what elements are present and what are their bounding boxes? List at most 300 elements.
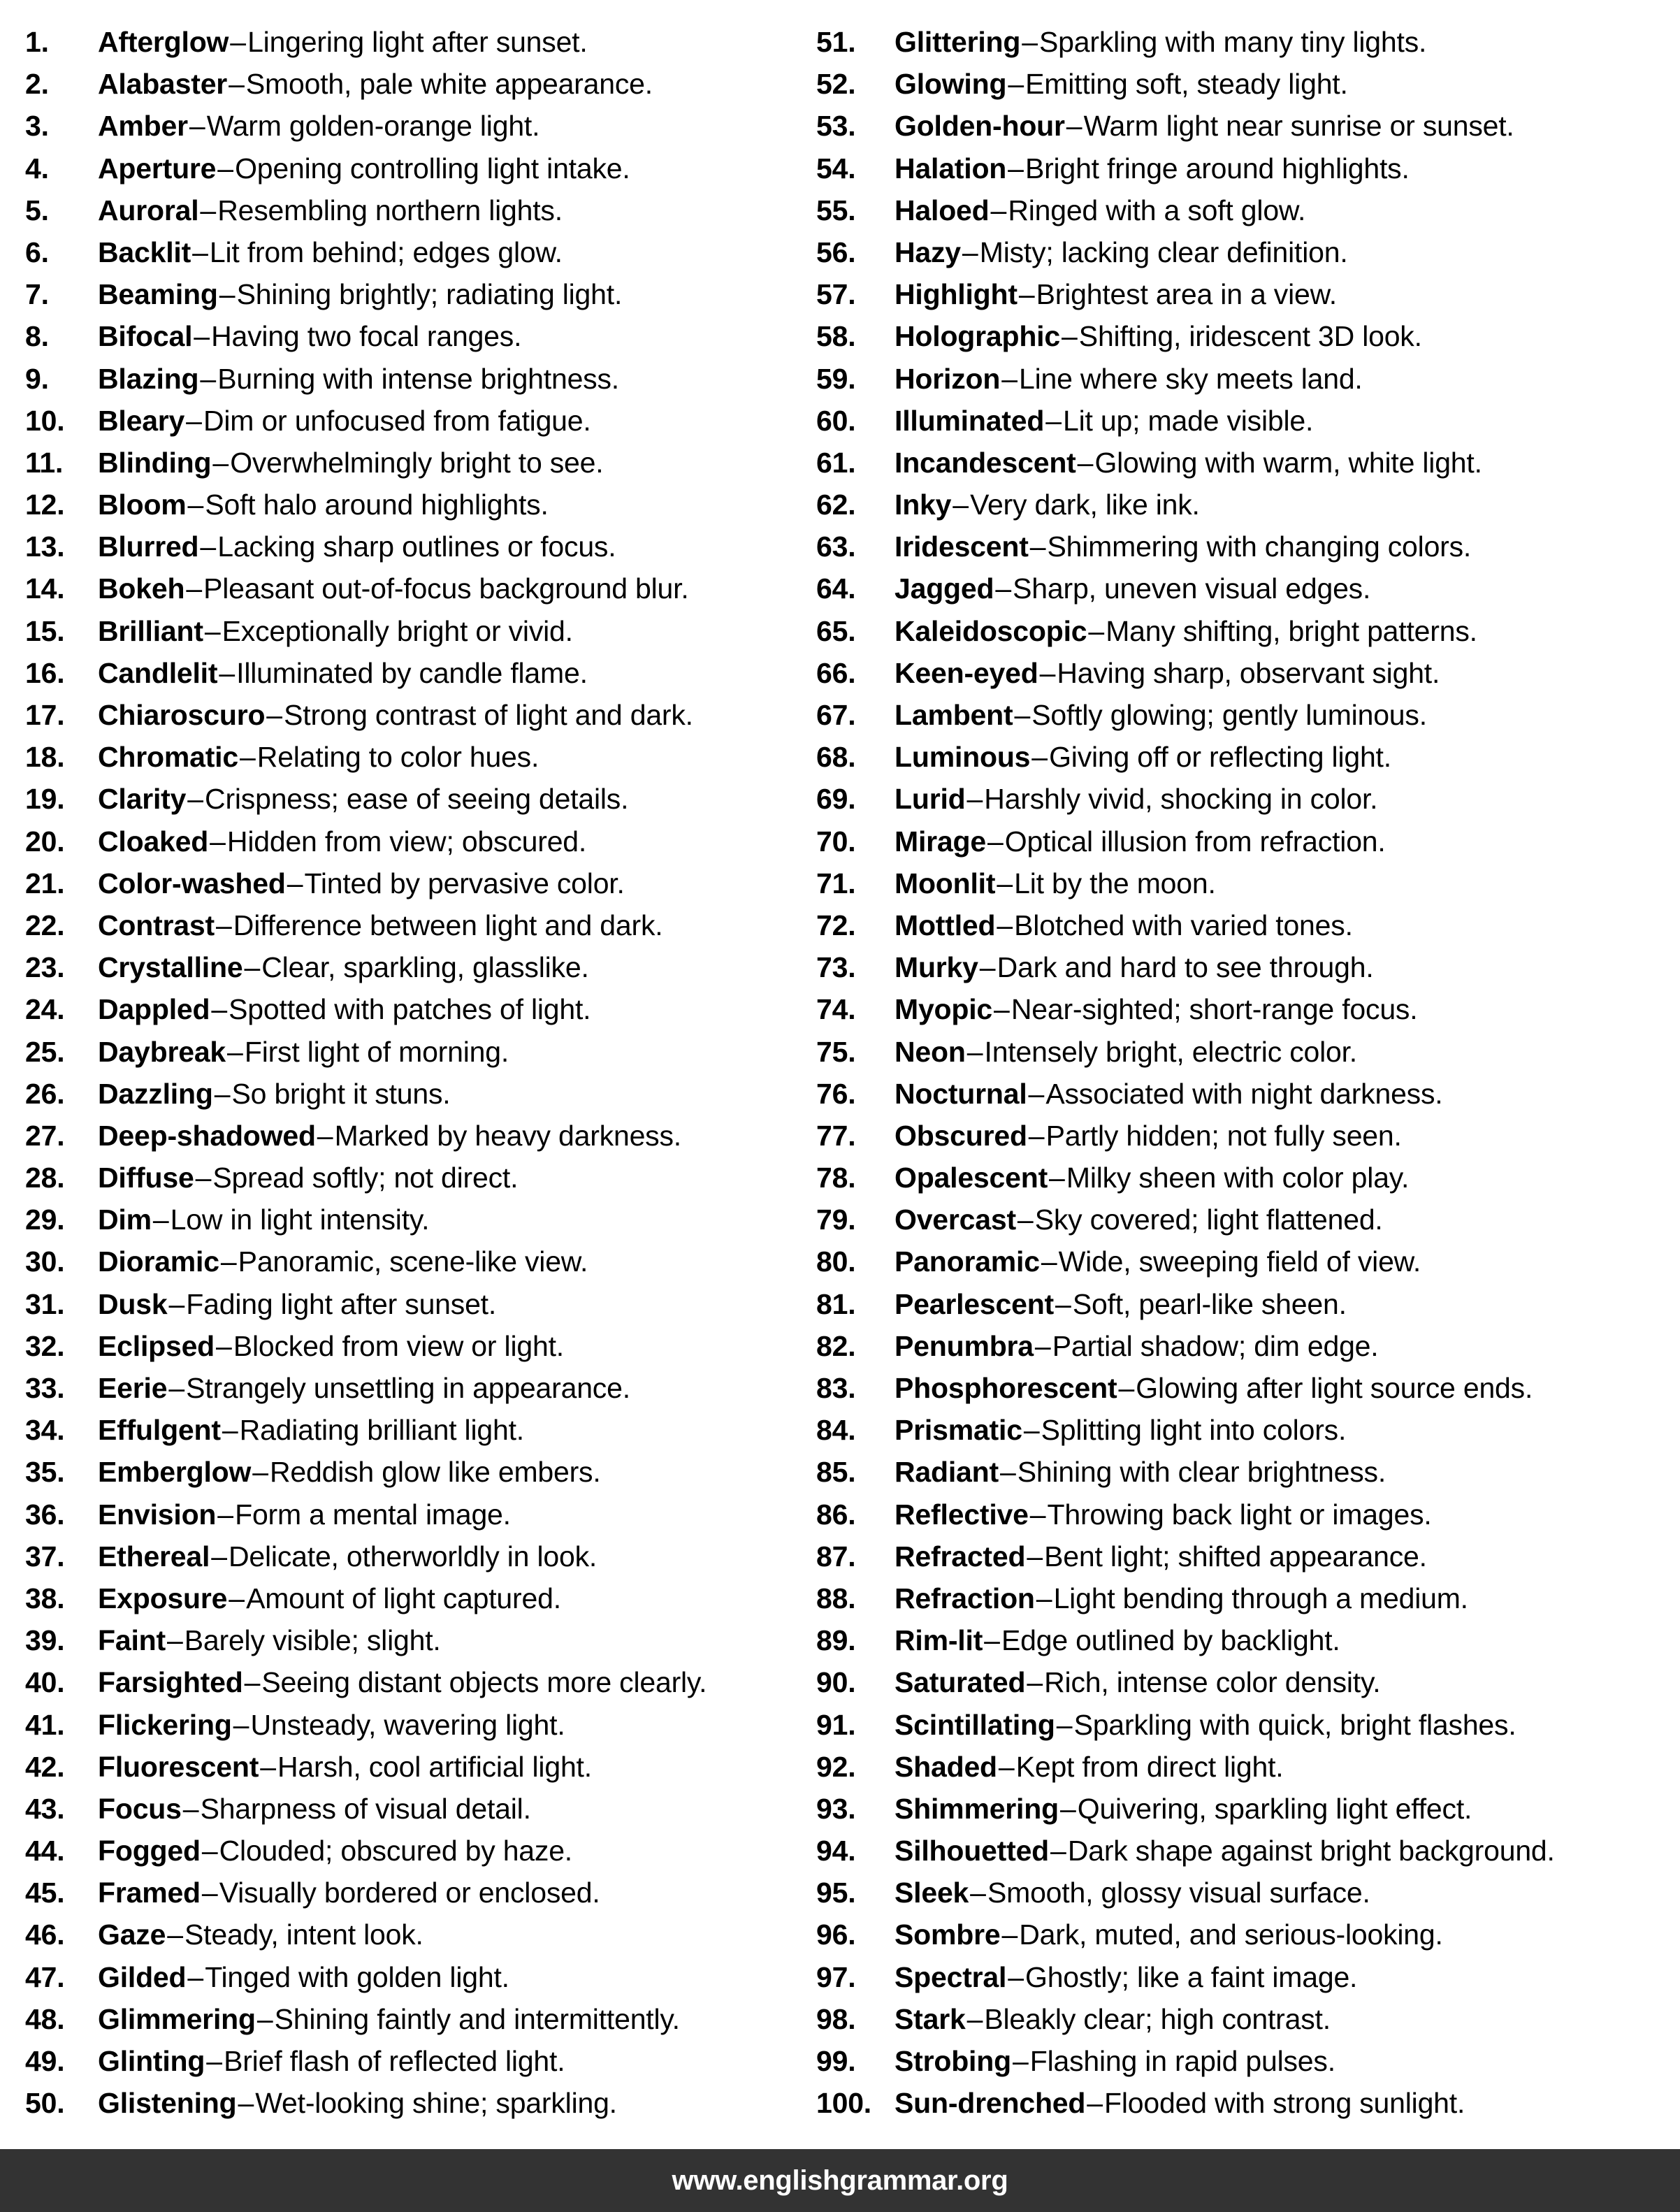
entry-definition: Brightest area in a view. xyxy=(1036,278,1337,311)
entry-definition: Line where sky meets land. xyxy=(1019,362,1363,395)
vocabulary-entry xyxy=(816,231,1680,273)
entry-definition: Resembling northern lights. xyxy=(217,194,563,226)
entry-term: Amber xyxy=(98,110,188,143)
entry-number: 70. xyxy=(816,825,856,858)
entry-dash: – xyxy=(962,236,978,268)
entry-number: 49. xyxy=(25,2045,65,2077)
entry-definition: Clouded; obscured by haze. xyxy=(219,1835,572,1867)
entry-definition: Crispness; ease of seeing details. xyxy=(205,783,629,816)
entry-term: Penumbra xyxy=(895,1329,1034,1362)
entry-dash: – xyxy=(1056,1708,1073,1741)
entry-term: Blinding xyxy=(98,446,212,479)
entry-term: Blurred xyxy=(98,530,199,563)
entry-number: 44. xyxy=(25,1835,65,1867)
vocabulary-entry xyxy=(25,1367,797,1409)
entry-term: Aperture xyxy=(98,152,217,185)
entry-dash: – xyxy=(244,951,261,984)
entry-dash: – xyxy=(984,1624,1000,1657)
vocabulary-entry xyxy=(25,273,797,315)
entry-term: Kaleidoscopic xyxy=(895,614,1087,647)
entry-term: Pearlescent xyxy=(895,1287,1055,1320)
entry-dash: – xyxy=(1008,1960,1024,1993)
vocabulary-entry xyxy=(25,1830,797,1872)
entry-term: Shimmering xyxy=(895,1792,1059,1825)
entry-term: Neon xyxy=(895,1035,966,1068)
entry-dash: – xyxy=(256,2002,273,2035)
vocabulary-entry xyxy=(25,778,797,820)
entry-term: Silhouetted xyxy=(895,1835,1050,1867)
entry-dash: – xyxy=(227,1035,243,1068)
vocabulary-entry xyxy=(25,1577,797,1619)
entry-dash: – xyxy=(1008,68,1024,101)
entry-number: 81. xyxy=(816,1287,856,1320)
entry-term: Bloom xyxy=(98,489,187,521)
vocabulary-entry xyxy=(816,1619,1680,1661)
entry-term: Mirage xyxy=(895,825,986,858)
entry-number: 11. xyxy=(25,446,64,479)
entry-definition: Rich, intense color density. xyxy=(1044,1666,1381,1699)
entry-definition: Clear, sparkling, glasslike. xyxy=(261,951,589,984)
entry-dash: – xyxy=(200,194,217,226)
entry-definition: Sparkling with many tiny lights. xyxy=(1039,26,1427,58)
entry-number: 89. xyxy=(816,1624,856,1657)
vocabulary-entry xyxy=(25,1872,797,1914)
entry-number: 45. xyxy=(25,1877,65,1909)
entry-definition: Barely visible; slight. xyxy=(184,1624,441,1657)
entry-number: 25. xyxy=(25,1035,65,1068)
entry-number: 27. xyxy=(25,1119,65,1152)
entry-dash: – xyxy=(317,1119,333,1152)
entry-dash: – xyxy=(230,26,247,58)
entry-definition: Softly glowing; gently luminous. xyxy=(1031,699,1427,731)
entry-definition: Smooth, glossy visual surface. xyxy=(987,1877,1370,1909)
entry-dash: – xyxy=(211,993,228,1026)
entry-term: Prismatic xyxy=(895,1414,1022,1447)
entry-dash: – xyxy=(966,2002,983,2035)
entry-term: Faint xyxy=(98,1624,166,1657)
entry-dash: – xyxy=(1022,26,1038,58)
entry-dash: – xyxy=(201,1835,218,1867)
entry-definition: Lit by the moon. xyxy=(1014,867,1216,899)
entry-term: Eclipsed xyxy=(98,1329,215,1362)
vocabulary-entry xyxy=(816,315,1680,357)
vocabulary-entry xyxy=(816,1073,1680,1115)
entry-number: 13. xyxy=(25,530,65,563)
vocabulary-entry xyxy=(25,1031,797,1073)
entry-definition: Quivering, sparkling light effect. xyxy=(1077,1792,1472,1825)
entry-dash: – xyxy=(994,993,1010,1026)
entry-dash: – xyxy=(999,1456,1016,1489)
entry-dash: – xyxy=(1028,1077,1045,1110)
vocabulary-entry xyxy=(25,1746,797,1788)
entry-definition: Strong contrast of light and dark. xyxy=(284,699,693,731)
entry-dash: – xyxy=(997,867,1013,899)
entry-definition: Lingering light after sunset. xyxy=(247,26,588,58)
entry-dash: – xyxy=(186,404,202,437)
vocabulary-entry xyxy=(816,105,1680,147)
entry-dash: – xyxy=(953,489,969,521)
vocabulary-entry xyxy=(25,1073,797,1115)
entry-definition: Shimmering with changing colors. xyxy=(1047,530,1472,563)
entry-dash: – xyxy=(214,1077,231,1110)
vocabulary-entry xyxy=(25,1451,797,1493)
entry-definition: Reddish glow like embers. xyxy=(270,1456,601,1489)
entry-dash: – xyxy=(966,783,983,816)
entry-term: Alabaster xyxy=(98,68,228,101)
entry-dash: – xyxy=(192,236,208,268)
vocabulary-entry xyxy=(816,189,1680,231)
entry-term: Beaming xyxy=(98,278,218,311)
entry-dash: – xyxy=(998,1750,1015,1783)
entry-number: 84. xyxy=(816,1414,856,1447)
entry-definition: Hidden from view; obscured. xyxy=(226,825,587,858)
entry-number: 19. xyxy=(25,783,65,816)
entry-dash: – xyxy=(287,867,303,899)
vocabulary-entry xyxy=(25,1535,797,1577)
entry-term: Focus xyxy=(98,1792,182,1825)
entry-number: 94. xyxy=(816,1835,856,1867)
entry-number: 15. xyxy=(25,614,65,647)
entry-term: Murky xyxy=(895,951,978,984)
entry-term: Lambent xyxy=(895,699,1013,731)
vocabulary-entry xyxy=(25,736,797,778)
entry-number: 3. xyxy=(25,110,49,143)
entry-dash: – xyxy=(166,1624,183,1657)
entry-dash: – xyxy=(1017,1203,1034,1236)
entry-number: 72. xyxy=(816,909,856,941)
entry-dash: – xyxy=(1012,2045,1029,2077)
entry-definition: Harsh, cool artificial light. xyxy=(277,1750,592,1783)
entry-term: Glowing xyxy=(895,68,1007,101)
entry-definition: Ghostly; like a faint image. xyxy=(1025,1960,1358,1993)
entry-term: Nocturnal xyxy=(895,1077,1027,1110)
entry-definition: Bright fringe around highlights. xyxy=(1024,152,1410,185)
entry-definition: Warm light near sunrise or sunset. xyxy=(1083,110,1514,143)
entry-number: 58. xyxy=(816,320,856,353)
vocabulary-entry xyxy=(816,946,1680,988)
entry-dash: – xyxy=(1055,1287,1071,1320)
entry-dash: – xyxy=(1001,362,1018,395)
entry-dash: – xyxy=(211,1540,228,1573)
entry-dash: – xyxy=(987,825,1004,858)
entry-term: Fogged xyxy=(98,1835,201,1867)
entry-dash: – xyxy=(1087,2087,1103,2120)
entry-number: 74. xyxy=(816,993,856,1026)
entry-dash: – xyxy=(244,1666,261,1699)
entry-number: 42. xyxy=(25,1750,65,1783)
entry-number: 71. xyxy=(816,867,856,899)
entry-term: Rim-lit xyxy=(895,1624,983,1657)
entry-term: Glimmering xyxy=(98,2002,256,2035)
entry-number: 30. xyxy=(25,1245,65,1278)
entry-definition: Soft, pearl-like sheen. xyxy=(1072,1287,1347,1320)
entry-definition: Having sharp, observant sight. xyxy=(1057,656,1440,689)
entry-dash: – xyxy=(201,1877,218,1909)
entry-term: Deep-shadowed xyxy=(98,1119,316,1152)
entry-number: 53. xyxy=(816,110,856,143)
entry-definition: Many shifting, bright patterns. xyxy=(1106,614,1477,647)
entry-definition: Brief flash of reflected light. xyxy=(224,2045,565,2077)
entry-term: Sun-drenched xyxy=(895,2087,1086,2120)
entry-number: 29. xyxy=(25,1203,65,1236)
entry-term: Dioramic xyxy=(98,1245,219,1278)
entry-definition: Soft halo around highlights. xyxy=(205,489,549,521)
entry-dash: – xyxy=(204,614,221,647)
vocabulary-entry xyxy=(25,1788,797,1830)
entry-number: 1. xyxy=(25,26,49,58)
entry-dash: – xyxy=(238,2087,254,2120)
vocabulary-entry xyxy=(816,1577,1680,1619)
entry-number: 37. xyxy=(25,1540,65,1573)
entry-definition: Giving off or reflecting light. xyxy=(1049,741,1391,774)
vocabulary-entry xyxy=(25,904,797,946)
vocabulary-entry xyxy=(25,946,797,988)
vocabulary-entry xyxy=(816,1115,1680,1157)
entry-dash: – xyxy=(215,909,232,941)
entry-dash: – xyxy=(168,1372,185,1404)
entry-number: 92. xyxy=(816,1750,856,1783)
entry-dash: – xyxy=(200,362,217,395)
entry-term: Brilliant xyxy=(98,614,203,647)
entry-dash: – xyxy=(186,572,203,605)
entry-dash: – xyxy=(252,1456,268,1489)
entry-number: 50. xyxy=(25,2087,65,2120)
vocabulary-entry xyxy=(25,694,797,736)
vocabulary-entry xyxy=(25,1115,797,1157)
entry-term: Inky xyxy=(895,489,952,521)
entry-dash: – xyxy=(1008,152,1024,185)
entry-number: 80. xyxy=(816,1245,856,1278)
entry-dash: – xyxy=(206,2045,223,2077)
entry-definition: Spread softly; not direct. xyxy=(212,1162,519,1194)
entry-number: 52. xyxy=(816,68,856,101)
entry-number: 9. xyxy=(25,362,49,395)
entry-definition: Flooded with strong sunlight. xyxy=(1104,2087,1465,2120)
entry-dash: – xyxy=(182,1792,199,1825)
entry-term: Keen-eyed xyxy=(895,656,1038,689)
vocabulary-entry xyxy=(25,1914,797,1956)
entry-definition: Shifting, iridescent 3D look. xyxy=(1078,320,1422,353)
entry-number: 8. xyxy=(25,320,49,353)
entry-dash: – xyxy=(1028,1119,1045,1152)
entry-term: Diffuse xyxy=(98,1162,194,1194)
vocabulary-entry xyxy=(25,1704,797,1746)
vocabulary-entry xyxy=(816,147,1680,189)
vocabulary-entry xyxy=(816,1367,1680,1409)
entry-term: Moonlit xyxy=(895,867,996,899)
vocabulary-entry xyxy=(816,1956,1680,1998)
entry-term: Glittering xyxy=(895,26,1021,58)
vocabulary-entry xyxy=(816,1704,1680,1746)
entry-definition: Form a mental image. xyxy=(235,1498,511,1531)
vocabulary-entry xyxy=(816,526,1680,568)
entry-term: Eerie xyxy=(98,1372,168,1404)
entry-number: 65. xyxy=(816,614,856,647)
entry-dash: – xyxy=(152,1203,169,1236)
entry-number: 7. xyxy=(25,278,49,311)
vocabulary-entry xyxy=(816,1325,1680,1367)
entry-definition: Shining brightly; radiating light. xyxy=(236,278,623,311)
footer-url[interactable]: www.englishgrammar.org xyxy=(672,2164,1008,2196)
entry-dash: – xyxy=(979,951,996,984)
entry-term: Holographic xyxy=(895,320,1060,353)
entry-dash: – xyxy=(233,1708,249,1741)
entry-definition: First light of morning. xyxy=(244,1035,509,1068)
entry-definition: Harshly vivid, shocking in color. xyxy=(984,783,1378,816)
entry-number: 85. xyxy=(816,1456,856,1489)
entry-number: 18. xyxy=(25,741,65,774)
vocabulary-entry xyxy=(25,400,797,442)
entry-definition: Smooth, pale white appearance. xyxy=(245,68,653,101)
entry-definition: Sky covered; light flattened. xyxy=(1034,1203,1383,1236)
entry-number: 48. xyxy=(25,2002,65,2035)
entry-definition: Ringed with a soft glow. xyxy=(1008,194,1306,226)
entry-term: Daybreak xyxy=(98,1035,226,1068)
entry-term: Saturated xyxy=(895,1666,1026,1699)
right-column xyxy=(797,21,1680,2124)
vocabulary-entry xyxy=(816,1409,1680,1451)
entry-term: Contrast xyxy=(98,909,215,941)
entry-term: Highlight xyxy=(895,278,1018,311)
entry-definition: Shining faintly and intermittently. xyxy=(274,2002,680,2035)
entry-number: 76. xyxy=(816,1077,856,1110)
entry-term: Cloaked xyxy=(98,825,209,858)
entry-dash: – xyxy=(216,1329,232,1362)
entry-definition: Fading light after sunset. xyxy=(186,1287,497,1320)
entry-dash: – xyxy=(168,1287,185,1320)
entry-dash: – xyxy=(1045,404,1062,437)
entry-term: Envision xyxy=(98,1498,217,1531)
entry-term: Glistening xyxy=(98,2087,237,2120)
entry-number: 22. xyxy=(25,909,65,941)
entry-term: Mottled xyxy=(895,909,996,941)
entry-number: 39. xyxy=(25,1624,65,1657)
vocabulary-entry xyxy=(816,610,1680,652)
entry-number: 79. xyxy=(816,1203,856,1236)
entry-dash: – xyxy=(1066,110,1082,143)
entry-dash: – xyxy=(217,1498,234,1531)
entry-number: 16. xyxy=(25,656,65,689)
entry-definition: Radiating brilliant light. xyxy=(239,1414,524,1447)
vocabulary-entry xyxy=(25,526,797,568)
vocabulary-entry xyxy=(25,988,797,1030)
entry-term: Fluorescent xyxy=(98,1750,259,1783)
entry-number: 34. xyxy=(25,1414,65,1447)
vocabulary-entry xyxy=(816,988,1680,1030)
entry-number: 66. xyxy=(816,656,856,689)
entry-term: Scintillating xyxy=(895,1708,1055,1741)
entry-dash: – xyxy=(189,110,205,143)
vocabulary-entry xyxy=(25,568,797,609)
vocabulary-entry xyxy=(25,652,797,694)
entry-definition: Strangely unsettling in appearance. xyxy=(186,1372,630,1404)
entry-definition: Dark, muted, and serious-looking. xyxy=(1019,1918,1443,1951)
entry-number: 4. xyxy=(25,152,49,185)
entry-definition: Splitting light into colors. xyxy=(1041,1414,1347,1447)
entry-definition: Panoramic, scene-like view. xyxy=(238,1245,588,1278)
entry-definition: Partly hidden; not fully seen. xyxy=(1045,1119,1402,1152)
entry-number: 24. xyxy=(25,993,65,1026)
entry-number: 32. xyxy=(25,1329,65,1362)
vocabulary-entry xyxy=(25,2040,797,2082)
vocabulary-entry xyxy=(816,1031,1680,1073)
entry-number: 63. xyxy=(816,530,856,563)
vocabulary-entry xyxy=(816,1661,1680,1703)
entry-definition: Kept from direct light. xyxy=(1015,1750,1284,1783)
entry-number: 6. xyxy=(25,236,49,268)
vocabulary-entry xyxy=(25,63,797,105)
vocabulary-entry xyxy=(25,231,797,273)
entry-dash: – xyxy=(1001,1918,1018,1951)
entry-number: 20. xyxy=(25,825,65,858)
entry-number: 88. xyxy=(816,1582,856,1614)
entry-definition: Associated with night darkness. xyxy=(1045,1077,1443,1110)
entry-term: Emberglow xyxy=(98,1456,252,1489)
vocabulary-entry xyxy=(25,2082,797,2124)
vocabulary-entry xyxy=(25,1199,797,1241)
entry-dash: – xyxy=(1041,1245,1057,1278)
entry-dash: – xyxy=(219,278,236,311)
entry-term: Dusk xyxy=(98,1287,168,1320)
vocabulary-entry xyxy=(25,484,797,526)
entry-number: 99. xyxy=(816,2045,856,2077)
vocabulary-entry xyxy=(25,21,797,63)
vocabulary-entry xyxy=(25,1241,797,1282)
entry-term: Strobing xyxy=(895,2045,1011,2077)
vocabulary-entry xyxy=(25,1157,797,1199)
entry-number: 10. xyxy=(25,404,65,437)
vocabulary-entry xyxy=(816,862,1680,904)
entry-definition: Sparkling with quick, bright flashes. xyxy=(1073,1708,1516,1741)
entry-number: 26. xyxy=(25,1077,65,1110)
entry-term: Dazzling xyxy=(98,1077,213,1110)
entry-number: 83. xyxy=(816,1372,856,1404)
vocabulary-entry xyxy=(816,21,1680,63)
entry-number: 35. xyxy=(25,1456,65,1489)
vocabulary-entry xyxy=(25,1325,797,1367)
vocabulary-entry xyxy=(25,1956,797,1998)
entry-number: 31. xyxy=(25,1287,65,1320)
vocabulary-entry xyxy=(816,2082,1680,2124)
site-footer-bar xyxy=(0,2149,1680,2212)
entry-term: Backlit xyxy=(98,236,191,268)
entry-number: 82. xyxy=(816,1329,856,1362)
entry-definition: Tinted by pervasive color. xyxy=(304,867,625,899)
entry-definition: Wet-looking shine; sparkling. xyxy=(255,2087,617,2120)
entry-definition: Near-sighted; short-range focus. xyxy=(1011,993,1418,1026)
entry-dash: – xyxy=(1029,1498,1046,1531)
entry-term: Overcast xyxy=(895,1203,1016,1236)
vocabulary-entry xyxy=(816,63,1680,105)
entry-term: Flickering xyxy=(98,1708,232,1741)
entry-number: 62. xyxy=(816,489,856,521)
vocabulary-entry xyxy=(816,1241,1680,1282)
entry-term: Myopic xyxy=(895,993,993,1026)
entry-dash: – xyxy=(1014,699,1031,731)
entry-dash: – xyxy=(1049,1162,1065,1194)
vocabulary-entry xyxy=(816,1283,1680,1325)
vocabulary-entry xyxy=(25,442,797,484)
entry-number: 59. xyxy=(816,362,856,395)
entry-term: Spectral xyxy=(895,1960,1007,1993)
entry-definition: Bent light; shifted appearance. xyxy=(1044,1540,1427,1573)
entry-definition: Blocked from view or light. xyxy=(233,1329,564,1362)
entry-definition: Lit from behind; edges glow. xyxy=(209,236,563,268)
entry-term: Lurid xyxy=(895,783,966,816)
vocabulary-entry xyxy=(25,358,797,400)
entry-number: 5. xyxy=(25,194,49,226)
entry-definition: Bleakly clear; high contrast. xyxy=(984,2002,1331,2035)
